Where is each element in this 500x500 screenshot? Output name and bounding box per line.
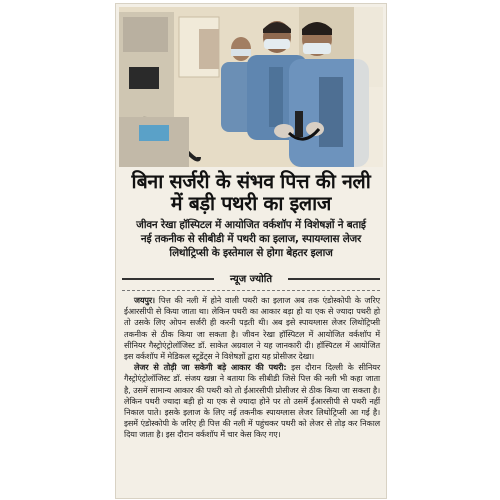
paragraph-1-text: पित्त की नली में होने वाली पथरी का इलाज अब तक एंडोस्कोपी के जरिए ईआरसीपी से किया जाता था। लेकिन पथरी का आकार बड़ा हो या एक से ज्यादा पथरी हो तो उसके लिए ओपन सर्जरी ही करनी पड़ती थी। अब इसे स्पायग्लास लेजर लिथोट्रिप्सी तकनीक से ठीक किया जा सकता है। जीवन रेखा हॉस्पिटल में आयोजित वर्कशॉप में सीनियर गैस्ट्रोएंट्रोलॉजिस्ट डॉ. साकेत अग्रवाल ने यह जानकारी दी। हॉस्पिटल में आयोजित इस वर्कशॉप में मेडिकल स्टूडेंट्स ने विशेषज्ञों द्वारा यह प्रोसीजर देखा। bbox=[124, 295, 380, 362]
dateline: जयपुर। bbox=[134, 295, 155, 305]
newspaper-clipping bbox=[115, 3, 387, 499]
article-paragraph-1 bbox=[124, 295, 380, 362]
article-body bbox=[124, 295, 380, 441]
byline-bar bbox=[122, 272, 380, 284]
paragraph-2-text: इस दौरान दिल्ली के सीनियर गैस्ट्रोएंट्रोलॉजिस्ट डॉ. संजय खन्ना ने बताया कि सीबीडी जिसे पित्त की नली भी कहा जाता है, उसमें सामान्य आकार की पथरी को तो ईआरसीपी प्रोसीजर से ठीक किया जा सकता है। लेकिन पथरी ज्यादा बड़ी हो या एक से ज्यादा होने पर तो उसमें ईआरसीपी से पथरी नहीं निकाल पाते। इसके इलाज के लिए नई तकनीक स्पायग्लास लेजर लिथोट्रिप्सी आ गई है। इसमें एंडोस्कोपी के जरिए ही पित्त की नली में पहुंचकर पथरी को लेजर से तोड़ कर निकाल दिया जाता है। इस दौरान वर्कशॉप में चार केस किए गए। bbox=[124, 362, 380, 440]
headline-line-1: बिना सर्जरी के संभव पित्त की नली bbox=[131, 170, 371, 193]
subheadline-line-1: जीवन रेखा हॉस्पिटल में आयोजित वर्कशॉप में विशेषज्ञों ने बताई bbox=[136, 219, 366, 231]
subheadline bbox=[122, 218, 380, 260]
article-subtitle: लेजर से तोड़ी जा सकेगी बड़े आकार की पथरी: bbox=[134, 362, 287, 373]
divider bbox=[122, 290, 380, 291]
doctors-photo bbox=[119, 7, 383, 167]
byline: न्यूज ज्योति bbox=[229, 274, 273, 285]
subheadline-line-2: नई तकनीक से सीबीडी में पथरी का इलाज, स्पायग्लास लेजर bbox=[140, 233, 362, 245]
article-paragraph-2 bbox=[124, 362, 380, 440]
headline bbox=[122, 171, 380, 215]
subheadline-line-3: लिथोट्रिप्सी के इस्तेमाल से होगा बेहतर इलाज bbox=[169, 247, 333, 259]
photo-illustration bbox=[119, 7, 383, 167]
headline-line-2: में बड़ी पथरी का इलाज bbox=[170, 192, 332, 215]
